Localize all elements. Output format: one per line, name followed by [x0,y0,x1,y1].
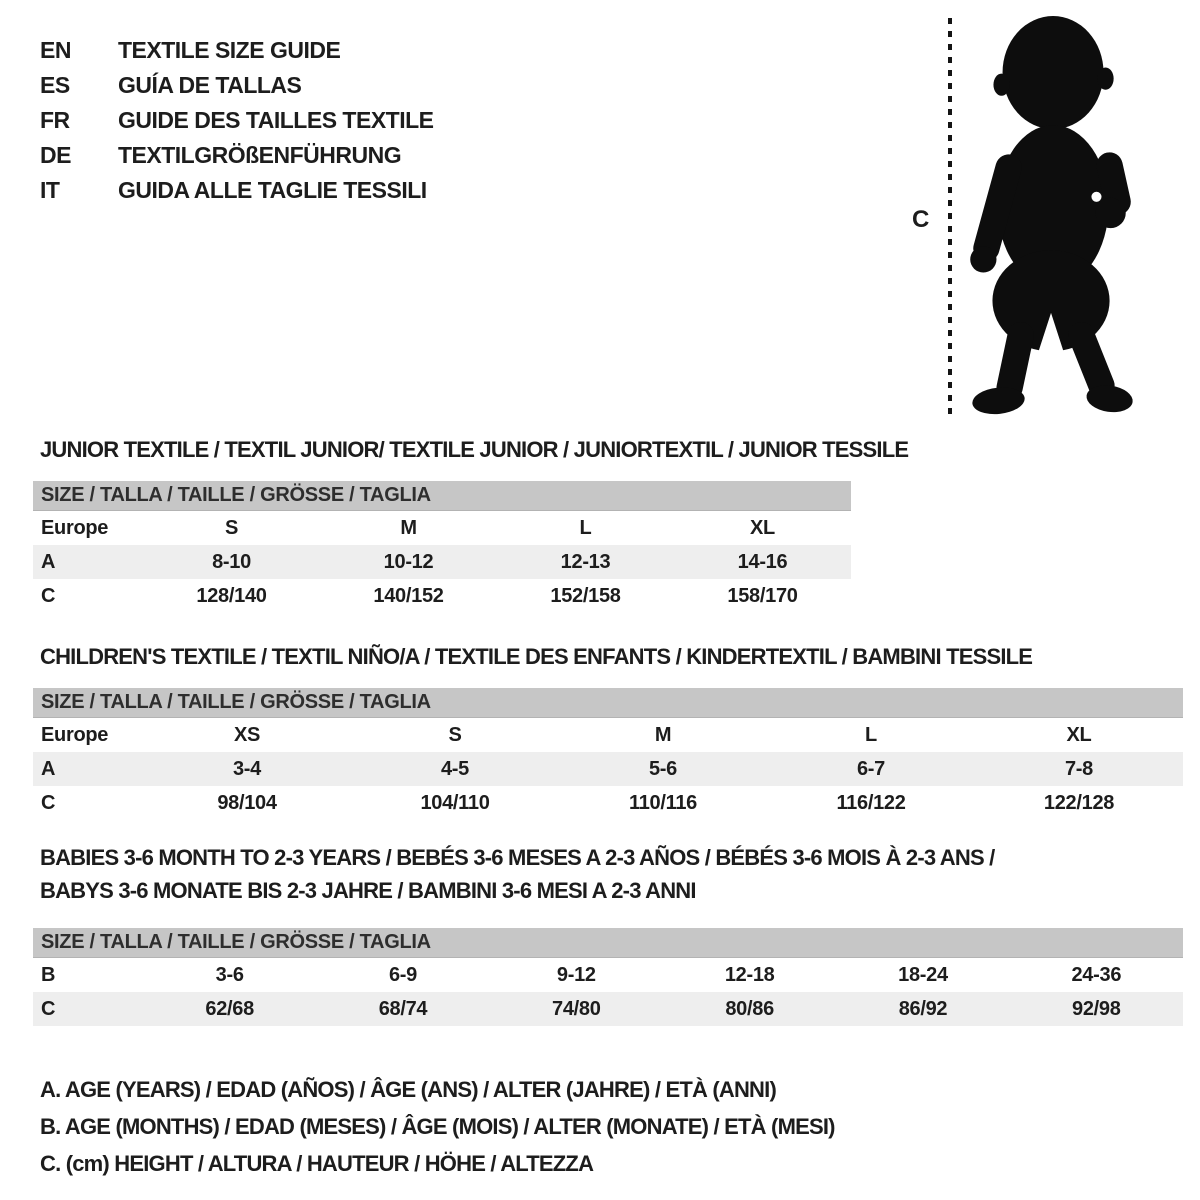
size-column-header: M [654,723,672,746]
size-column-header: M [400,516,417,539]
section-title-children [40,640,1032,673]
section-title-babies [40,841,994,907]
language-row [40,173,434,208]
size-header-bar: SIZE / TALLA / TAILLE / GRÖSSE / TAGLIA [33,928,1183,958]
size-column-header: L [579,516,592,539]
measurement-value: 128/140 [196,584,267,607]
size-column-header: S [448,723,462,746]
measurement-value: 92/98 [1072,997,1121,1020]
measurement-value: 6-7 [856,757,885,780]
measurement-value: 5-6 [648,757,677,780]
size-header-row [33,718,1183,752]
guide-title: TEXTILE SIZE GUIDE [118,37,341,63]
size-table [33,718,1183,820]
toddler-silhouette-icon [962,14,1136,422]
language-code: DE [40,142,71,168]
language-code: IT [40,177,60,203]
section-title-junior [40,433,908,466]
legend-line-c: C. (cm) HEIGHT / ALTURA / HAUTEUR / HÖHE / ALTEZZA [40,1151,594,1176]
size-column-header: S [224,516,239,539]
measurement-value: 80/86 [725,997,774,1020]
measurement-legend [40,1071,835,1182]
size-table-junior [33,481,851,613]
language-code: ES [40,72,70,98]
row-label: C [41,584,56,607]
measurement-value: 74/80 [552,997,601,1020]
row-label: A [41,757,56,780]
language-code: FR [40,107,70,133]
row-label: B [41,963,56,986]
guide-title: GUIDA ALLE TAGLIE TESSILI [118,177,427,203]
measurement-row [33,579,851,613]
measurement-value: 10-12 [383,550,434,573]
measurement-value: 12-18 [724,963,775,986]
measurement-value: 104/110 [420,791,490,814]
europe-label: Europe [41,516,109,539]
measurement-value: 18-24 [898,963,948,986]
measurement-value: 24-36 [1071,963,1122,986]
language-row [40,68,434,103]
language-row [40,138,434,173]
height-dashed-line [948,18,952,416]
measurement-value: 6-9 [388,963,417,986]
measurement-value: 3-6 [215,963,244,986]
measurement-value: 62/68 [205,997,254,1020]
section-title-line: BABYS 3-6 MONATE BIS 2-3 JAHRE / BAMBINI 3-6 MESI A 2-3 ANNI [40,878,696,903]
measurement-value: 140/152 [373,584,444,607]
measurement-row [33,958,1183,992]
europe-label: Europe [41,723,109,746]
measurement-value: 3-4 [232,757,261,780]
measurement-value: 7-8 [1064,757,1093,780]
size-table [33,958,1183,1026]
row-label: C [41,997,56,1020]
measurement-value: 14-16 [737,550,788,573]
measurement-value: 4-5 [440,757,469,780]
measurement-row [33,992,1183,1026]
measurement-row [33,752,1183,786]
section-title-line: CHILDREN'S TEXTILE / TEXTIL NIÑO/A / TEXTILE DES ENFANTS / KINDERTEXTIL / BAMBINI TESSILE [40,644,1033,669]
measurement-value: 152/158 [550,584,621,607]
size-header-bar: SIZE / TALLA / TAILLE / GRÖSSE / TAGLIA [33,481,851,511]
size-header-row [33,511,851,545]
measurement-row [33,786,1183,820]
height-measure-label-c: C [912,206,930,233]
size-column-header: L [865,723,877,746]
size-table-children [33,688,1183,820]
measurement-value: 68/74 [378,997,428,1020]
guide-title: GUIDE DES TAILLES TEXTILE [118,107,434,133]
language-row [40,103,434,138]
guide-title: GUÍA DE TALLAS [118,72,302,98]
section-title-line: BABIES 3-6 MONTH TO 2-3 YEARS / BEBÉS 3-6 MESES A 2-3 AÑOS / BÉBÉS 3-6 MOIS À 2-3 ANS / [40,845,995,870]
size-column-header: XL [750,516,775,539]
size-column-header: XL [1066,723,1092,746]
size-table [33,511,851,613]
measurement-value: 98/104 [217,791,277,814]
size-table-babies [33,928,1183,1026]
measurement-value: 9-12 [556,963,596,986]
row-label: C [41,791,56,814]
measurement-value: 86/92 [898,997,948,1020]
legend-line-a: A. AGE (YEARS) / EDAD (AÑOS) / ÂGE (ANS) / ALTER (JAHRE) / ETÀ (ANNI) [40,1077,776,1102]
guide-title: TEXTILGRÖßENFÜHRUNG [118,142,402,168]
size-header-bar: SIZE / TALLA / TAILLE / GRÖSSE / TAGLIA [33,688,1183,718]
language-code: EN [40,37,71,63]
measurement-value: 110/116 [629,791,697,814]
measurement-value: 116/122 [836,791,906,814]
measurement-value: 8-10 [212,550,251,573]
language-row [40,33,434,68]
language-title-list [40,33,434,208]
measurement-value: 122/128 [1043,791,1115,814]
legend-line-b: B. AGE (MONTHS) / EDAD (MESES) / ÂGE (MOIS) / ALTER (MONATE) / ETÀ (MESI) [40,1114,835,1139]
row-label: A [41,550,56,573]
measurement-value: 12-13 [560,550,611,573]
measurement-value: 158/170 [727,584,798,607]
section-title-line: JUNIOR TEXTILE / TEXTIL JUNIOR/ TEXTILE JUNIOR / JUNIORTEXTIL / JUNIOR TESSILE [40,437,909,462]
size-column-header: XS [233,723,261,746]
measurement-row [33,545,851,579]
